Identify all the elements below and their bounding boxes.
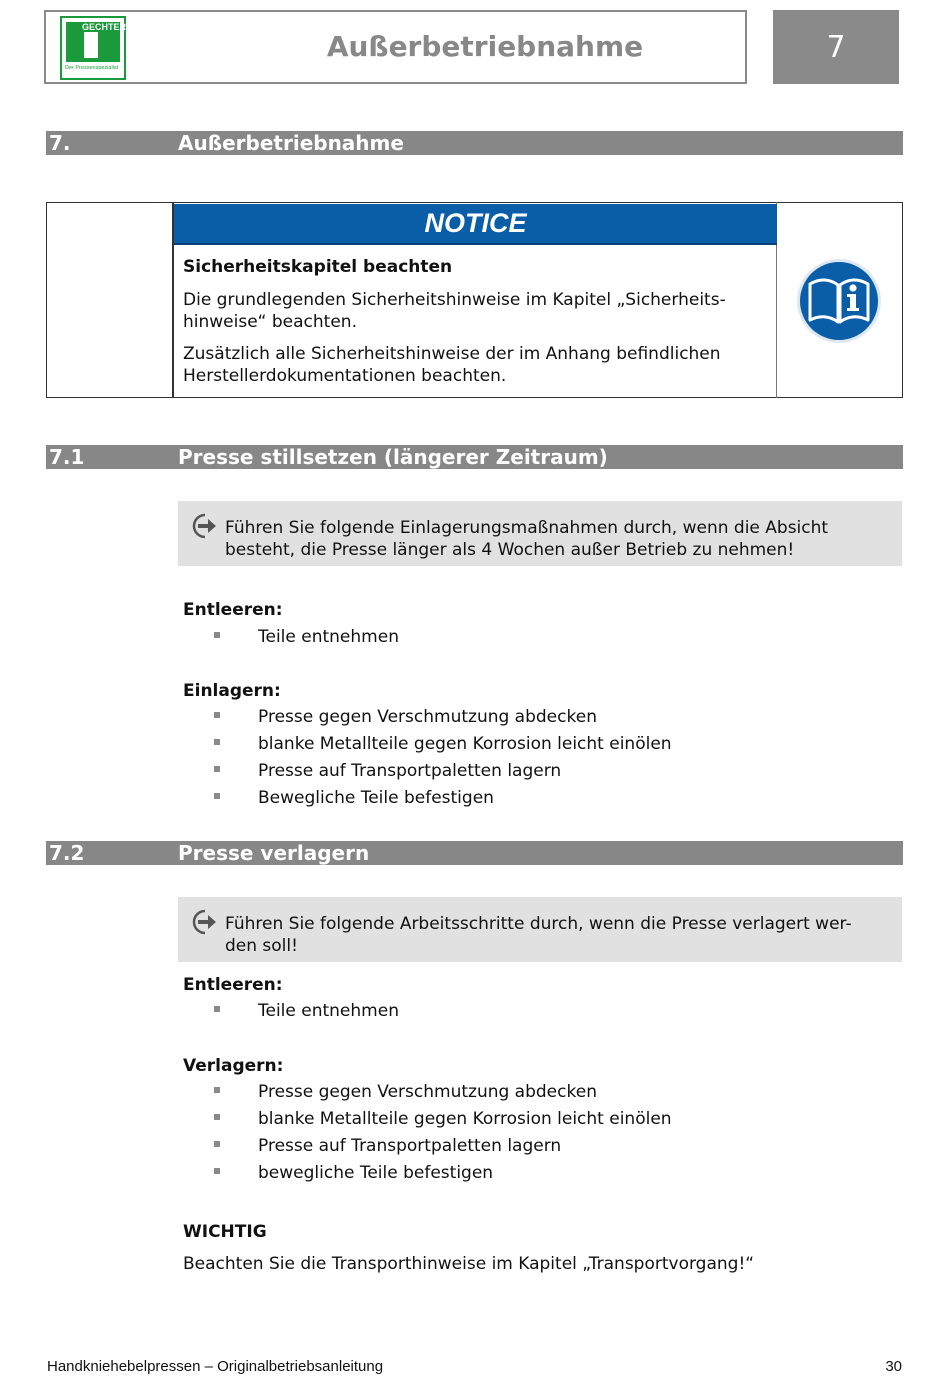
- list-item: [214, 1136, 561, 1156]
- logo-subtitle: Der Pressenspezialist: [65, 65, 119, 71]
- notice-subtitle: Sicherheitskapitel beachten: [183, 257, 453, 277]
- list-item: [214, 707, 597, 727]
- bullet-square-icon: [214, 793, 220, 799]
- entleeren-heading: Entleeren:: [183, 600, 283, 620]
- list-item-text: Teile entnehmen: [258, 627, 399, 647]
- notice-p1-line2: hinweise“ beachten.: [183, 312, 357, 332]
- instruction-box: [178, 897, 902, 962]
- list-item: [214, 627, 399, 647]
- list-item: [214, 1109, 672, 1129]
- instruction-line-1: Führen Sie folgende Einlagerungsmaßnahmen durch, wenn die Absicht: [225, 518, 829, 538]
- bullet-square-icon: [214, 739, 220, 745]
- section-heading-7-2: [46, 841, 903, 865]
- notice-label: NOTICE: [174, 204, 777, 245]
- section-title: Außerbetriebnahme: [178, 131, 404, 155]
- bullet-square-icon: [214, 1087, 220, 1093]
- notice-paragraph-2: [183, 343, 767, 387]
- instruction-text: [225, 913, 885, 957]
- list-item-text: Presse auf Transportpaletten lagern: [258, 1136, 562, 1156]
- chapter-number-box: 7: [773, 10, 899, 84]
- list-item-text: blanke Metallteile gegen Korrosion leicht einölen: [258, 734, 672, 754]
- bullet-square-icon: [214, 1141, 220, 1147]
- list-item: [214, 1163, 493, 1183]
- entleeren-heading: Entleeren:: [183, 975, 283, 995]
- arrow-right-icon: [192, 513, 218, 539]
- list-item-text: Presse auf Transportpaletten lagern: [258, 761, 562, 781]
- notice-p2-line1: Zusätzlich alle Sicherheitshinweise der im Anhang befindlichen: [183, 344, 721, 364]
- bullet-square-icon: [214, 1168, 220, 1174]
- section-heading-7-1: [46, 445, 903, 469]
- section-heading-7: [46, 131, 903, 155]
- notice-p1-line1: Die grundlegenden Sicherheitshinweise im Kapitel „Sicherheits-: [183, 290, 726, 310]
- list-item: [214, 734, 672, 754]
- instruction-text: [225, 517, 885, 561]
- list-item-text: Presse gegen Verschmutzung abdecken: [258, 1082, 597, 1102]
- notice-paragraph-1: [183, 289, 767, 333]
- instruction-line-1: Führen Sie folgende Arbeitsschritte durch, wenn die Presse verlagert wer-: [225, 914, 852, 934]
- instruction-line-2: besteht, die Presse länger als 4 Wochen außer Betrieb zu nehmen!: [225, 540, 795, 560]
- list-item: [214, 761, 561, 781]
- instruction-box: [178, 501, 902, 566]
- section-title: Presse verlagern: [178, 841, 370, 865]
- company-logo: [60, 16, 126, 80]
- footer-page-number: 30: [885, 1358, 902, 1375]
- bullet-square-icon: [214, 766, 220, 772]
- verlagern-heading: Verlagern:: [183, 1056, 284, 1076]
- section-number: 7.2: [49, 841, 85, 865]
- bullet-square-icon: [214, 712, 220, 718]
- important-heading: WICHTIG: [183, 1222, 267, 1242]
- bullet-square-icon: [214, 1114, 220, 1120]
- footer-document-title: Handkniehebelpressen – Originalbetriebsanleitung: [47, 1358, 384, 1375]
- section-number: 7.: [49, 131, 71, 155]
- logo-press-shape: [84, 32, 98, 58]
- notice-p2-line2: Herstellerdokumentationen beachten.: [183, 366, 507, 386]
- header-title: Außerbetriebnahme: [326, 30, 644, 63]
- list-item-text: Presse gegen Verschmutzung abdecken: [258, 707, 597, 727]
- section-number: 7.1: [49, 445, 85, 469]
- list-item: [214, 1082, 597, 1102]
- important-text: Beachten Sie die Transporthinweise im Kapitel „Transportvorgang!“: [183, 1254, 755, 1274]
- instruction-line-2: den soll!: [225, 936, 298, 956]
- bullet-square-icon: [214, 632, 220, 638]
- list-item-text: Teile entnehmen: [258, 1001, 399, 1021]
- manual-info-icon: [796, 258, 882, 344]
- list-item: [214, 788, 494, 808]
- list-item-text: Bewegliche Teile befestigen: [258, 788, 494, 808]
- bullet-square-icon: [214, 1006, 220, 1012]
- list-item-text: blanke Metallteile gegen Korrosion leicht einölen: [258, 1109, 672, 1129]
- list-item-text: bewegliche Teile befestigen: [258, 1163, 494, 1183]
- logo-text: GECHTER: [82, 22, 127, 32]
- list-item: [214, 1001, 399, 1021]
- arrow-right-icon: [192, 909, 218, 935]
- einlagern-heading: Einlagern:: [183, 681, 281, 701]
- section-title: Presse stillsetzen (längerer Zeitraum): [178, 445, 608, 469]
